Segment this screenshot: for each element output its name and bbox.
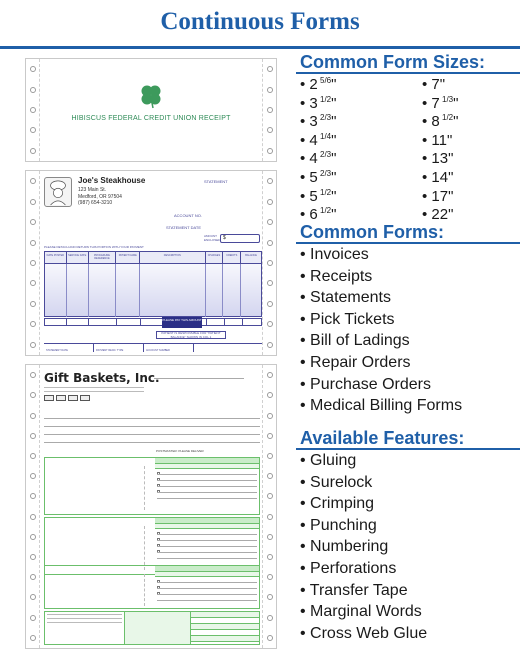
size-item: • 4 $^{1/4}$" <box>300 131 337 149</box>
list-item: • Marginal Words <box>300 603 422 621</box>
list-item: • Cross Web Glue <box>300 624 428 642</box>
statement-date-label: STATEMENT DATE <box>166 225 202 230</box>
size-item: • 7 $^{1/3}$" <box>422 94 459 112</box>
size-item: • 5 $^{2/3}$" <box>300 169 337 186</box>
order-check-line <box>154 375 244 379</box>
list-item: • Medical Billing Forms <box>300 397 463 415</box>
size-item: • 14" <box>422 169 454 186</box>
size-item: • 8 $^{1/2}$" <box>422 113 459 131</box>
order-company-name: Gift Baskets, Inc. <box>44 371 160 385</box>
list-item: • Surelock <box>300 473 373 491</box>
list-item: • Crimping <box>300 495 375 513</box>
forms-list <box>300 244 462 417</box>
account-label: ACCOUNT NO. <box>174 213 202 218</box>
list-item: • Repair Orders <box>300 353 411 371</box>
list-item: • Pick Tickets <box>300 310 395 328</box>
features-heading: Available Features: <box>300 428 465 448</box>
tractor-feed-strip-right <box>262 365 276 648</box>
list-item: • Gluing <box>300 452 357 469</box>
detach-note: PLEASE DETACH AND RETURN THIS PORTION WITH YOUR PAYMENT <box>44 245 144 249</box>
list-item: • Bill of Ladings <box>300 332 410 350</box>
order-recipient-block <box>44 457 260 515</box>
forms-heading: Common Forms: <box>300 222 444 242</box>
statement-label: STATEMENT <box>204 179 228 184</box>
pay-amount-tab: PLEASE PAY THIS AMOUNT <box>162 317 202 328</box>
size-item: • 4 $^{2/3}$" <box>300 150 337 168</box>
order-form-sample <box>25 364 277 649</box>
order-recipient-block <box>44 565 260 609</box>
tractor-feed-strip-left <box>26 59 40 161</box>
sizes-heading-rule <box>296 72 520 74</box>
list-item: • Purchase Orders <box>300 375 431 393</box>
features-list <box>300 450 427 644</box>
list-item: • Statements <box>300 289 391 307</box>
list-item: • Invoices <box>300 246 369 263</box>
list-item: • Receipts <box>300 267 373 285</box>
order-customer-fields <box>44 413 260 445</box>
list-item: • Numbering <box>300 538 389 556</box>
order-intro-text <box>44 387 144 395</box>
size-item: • 6 $^{1/2}$" <box>300 206 337 224</box>
business-name: Joe's Steakhouse <box>78 176 146 185</box>
size-item: • 17" <box>422 187 454 205</box>
statement-form-sample <box>25 170 277 356</box>
size-item: • 7" <box>422 76 446 93</box>
title-divider <box>0 46 520 49</box>
clover-logo-icon <box>138 83 164 109</box>
order-footer <box>44 611 260 645</box>
tractor-feed-strip-right <box>262 171 276 355</box>
list-item: • Punching <box>300 516 377 534</box>
list-item: • Perforations <box>300 559 397 577</box>
statement-table-header: DATE POSTED SERVICE DATE PROCEDURE REFERENCE PATIENT NAME DESCRIPTION CHARGES CREDITS BALANCE <box>45 252 261 264</box>
size-item: • 5 $^{1/2}$" <box>300 187 337 205</box>
payee-note: PATIENT IS RESPONSIBLE FOR "PATIENT BALANCE" SHOWN IN COL 1 <box>156 331 226 339</box>
tractor-feed-strip-left <box>26 171 40 355</box>
sizes-heading: Common Form Sizes: <box>300 52 486 72</box>
amount-enclosed-label: AMOUNT ENCLOSED <box>204 234 221 242</box>
receipt-title: HIBISCUS FEDERAL CREDIT UNION RECEIPT <box>71 115 231 122</box>
size-item: • 22" <box>422 206 454 224</box>
ship-label: POSTMASTER: PLEASE DELIVER <box>156 449 204 453</box>
payment-card-icons <box>44 395 104 401</box>
statement-bottom-row: STATEMENT DATE PAYMENT RECD. TYPE ACCOUNT NUMBER <box>44 343 262 352</box>
size-item: • 13" <box>422 150 454 168</box>
size-item: • 3 $^{2/3}$" <box>300 113 337 131</box>
chef-logo-icon <box>44 177 72 207</box>
receipt-form-sample <box>25 58 277 162</box>
statement-table <box>44 251 262 317</box>
size-item: • 2 $^{5/6}$" <box>300 76 337 93</box>
tractor-feed-strip-left <box>26 365 40 648</box>
amount-enclosed-box: $ <box>220 234 260 243</box>
business-address: 123 Main St. Medford, OR 97504 (987) 654-3210 <box>78 187 122 206</box>
list-item: • Transfer Tape <box>300 581 408 599</box>
size-item: • 3 $^{1/2}$" <box>300 94 337 112</box>
statement-totals-row <box>44 318 262 326</box>
tractor-feed-strip-right <box>262 59 276 161</box>
page-title: Continuous Forms <box>160 8 360 35</box>
size-item: • 11" <box>422 131 453 149</box>
